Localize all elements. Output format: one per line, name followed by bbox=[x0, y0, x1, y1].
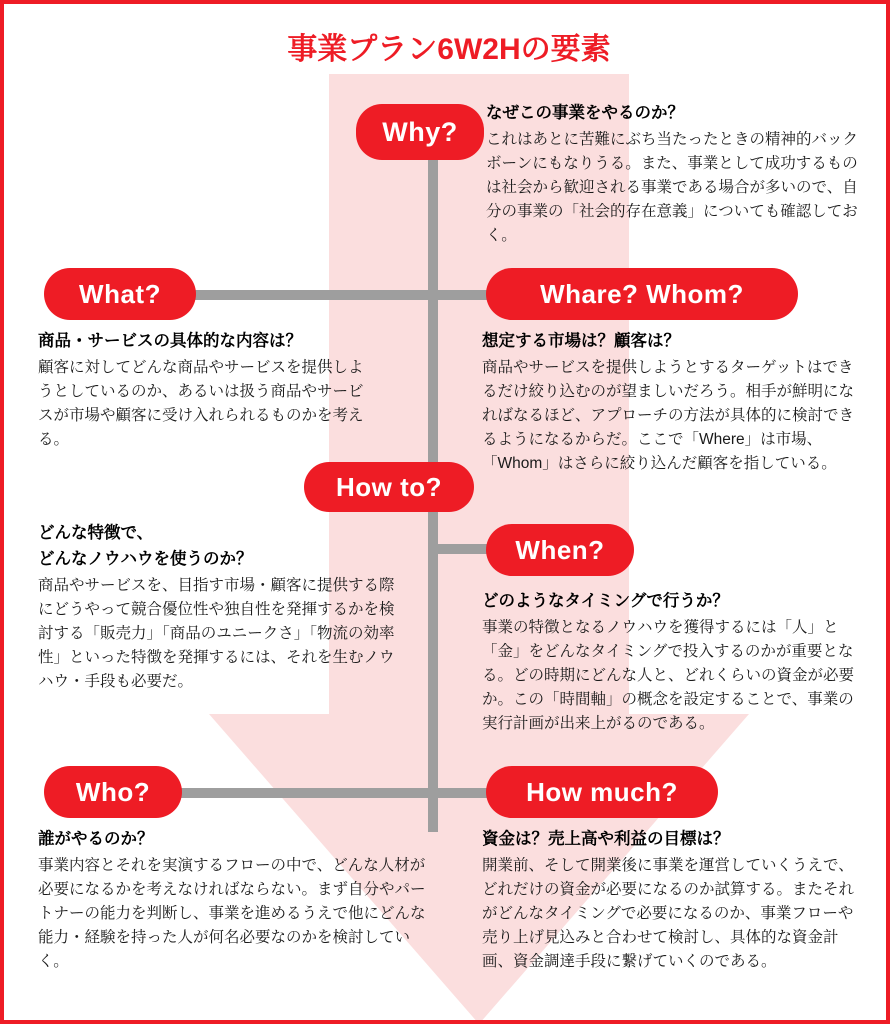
node-heading-why: なぜこの事業をやるのか？ bbox=[486, 104, 684, 122]
connector-what-horizontal bbox=[174, 290, 438, 300]
node-text-what bbox=[38, 330, 368, 452]
node-label-when[interactable]: When? bbox=[486, 524, 634, 576]
node-body-what: 顧客に対してどんな商品やサービスを提供しようとしているのか、あるいは扱う商品やサービスが市場や顧客に受け入れられるものかを考える。 bbox=[38, 358, 364, 448]
node-label-what[interactable]: What? bbox=[44, 268, 196, 320]
node-body-how-much: 開業前、そして開業後に事業を運営していくうえで、どれだけの資金が必要になるのか試算する。またそれがどんなタイミングで必要になるのか、事業フローや売り上げ見込みと合わせて検討し、具体的な資金計画、資金調達手段に繋げていくのである。 bbox=[482, 856, 855, 970]
node-label-how-to[interactable]: How to? bbox=[304, 462, 474, 512]
node-body-when: 事業の特徴となるノウハウを獲得するには「人」と「金」をどんなタイミングで投入するのかが重要となる。どの時期にどんな人と、どれくらいの資金が必要か。この「時間軸」の概念を設定することで、事業の実行計画が出来上がるのである。 bbox=[482, 618, 855, 732]
node-heading-when: どのようなタイミングで行うか？ bbox=[482, 592, 729, 610]
node-label-who[interactable]: Who? bbox=[44, 766, 182, 818]
node-text-where-whom bbox=[482, 330, 864, 476]
node-heading-how-to-line1: どんな特徴で、 bbox=[38, 524, 154, 542]
node-text-how-to bbox=[38, 522, 398, 694]
node-text-when bbox=[482, 590, 864, 736]
node-text-how-much bbox=[482, 828, 864, 974]
node-text-why bbox=[486, 102, 864, 248]
node-heading-where-whom: 想定する市場は？顧客は？ bbox=[482, 332, 680, 350]
node-heading-how-much: 資金は？売上高や利益の目標は？ bbox=[482, 830, 730, 848]
node-heading-what: 商品・サービスの具体的な内容は？ bbox=[38, 332, 302, 350]
node-label-how-much[interactable]: How much? bbox=[486, 766, 718, 818]
node-body-how-to: 商品やサービスを、目指す市場・顧客に提供する際にどうやって競合優位性や独自性を発揮するかを検討する「販売力」「商品のユニークさ」「物流の効率性」といった特徴を発揮するには、それを生むノウハウ・手段も必要だ。 bbox=[38, 576, 395, 690]
node-body-where-whom: 商品やサービスを提供しようとするターゲットはできるだけ絞り込むのが望ましいだろう。相手が鮮明になればなるほど、アプローチの方法が具体的に検討できるようになるからだ。ここで「Where」は市場、「Whom」はさらに絞り込んだ顧客を指している。 bbox=[482, 358, 855, 472]
node-body-who: 事業内容とそれを実演するフローの中で、どんな人材が必要になるかを考えなければならない。まず自分やパートナーの能力を判断し、事業を進めるうえで他にどんな能力・経験を持った人が何名必要なのかを検討していく。 bbox=[38, 856, 426, 970]
connector-who-horizontal bbox=[154, 788, 438, 798]
node-label-why[interactable]: Why? bbox=[356, 104, 484, 160]
page-title: 事業プラン6W2Hの要素 bbox=[287, 33, 611, 66]
node-body-why: これはあとに苦難にぶち当たったときの精神的バックボーンにもなりうる。また、事業として成功するものは社会から歓迎される事業である場合が多いので、自分の事業の「社会的存在意義」についても確認しておく。 bbox=[486, 130, 859, 244]
node-text-who bbox=[38, 828, 428, 974]
node-heading-who: 誰がやるのか？ bbox=[38, 830, 154, 848]
node-label-where-whom[interactable]: Whare? Whom? bbox=[486, 268, 798, 320]
node-heading-how-to-line2: どんなノウハウを使うのか？ bbox=[38, 549, 253, 568]
